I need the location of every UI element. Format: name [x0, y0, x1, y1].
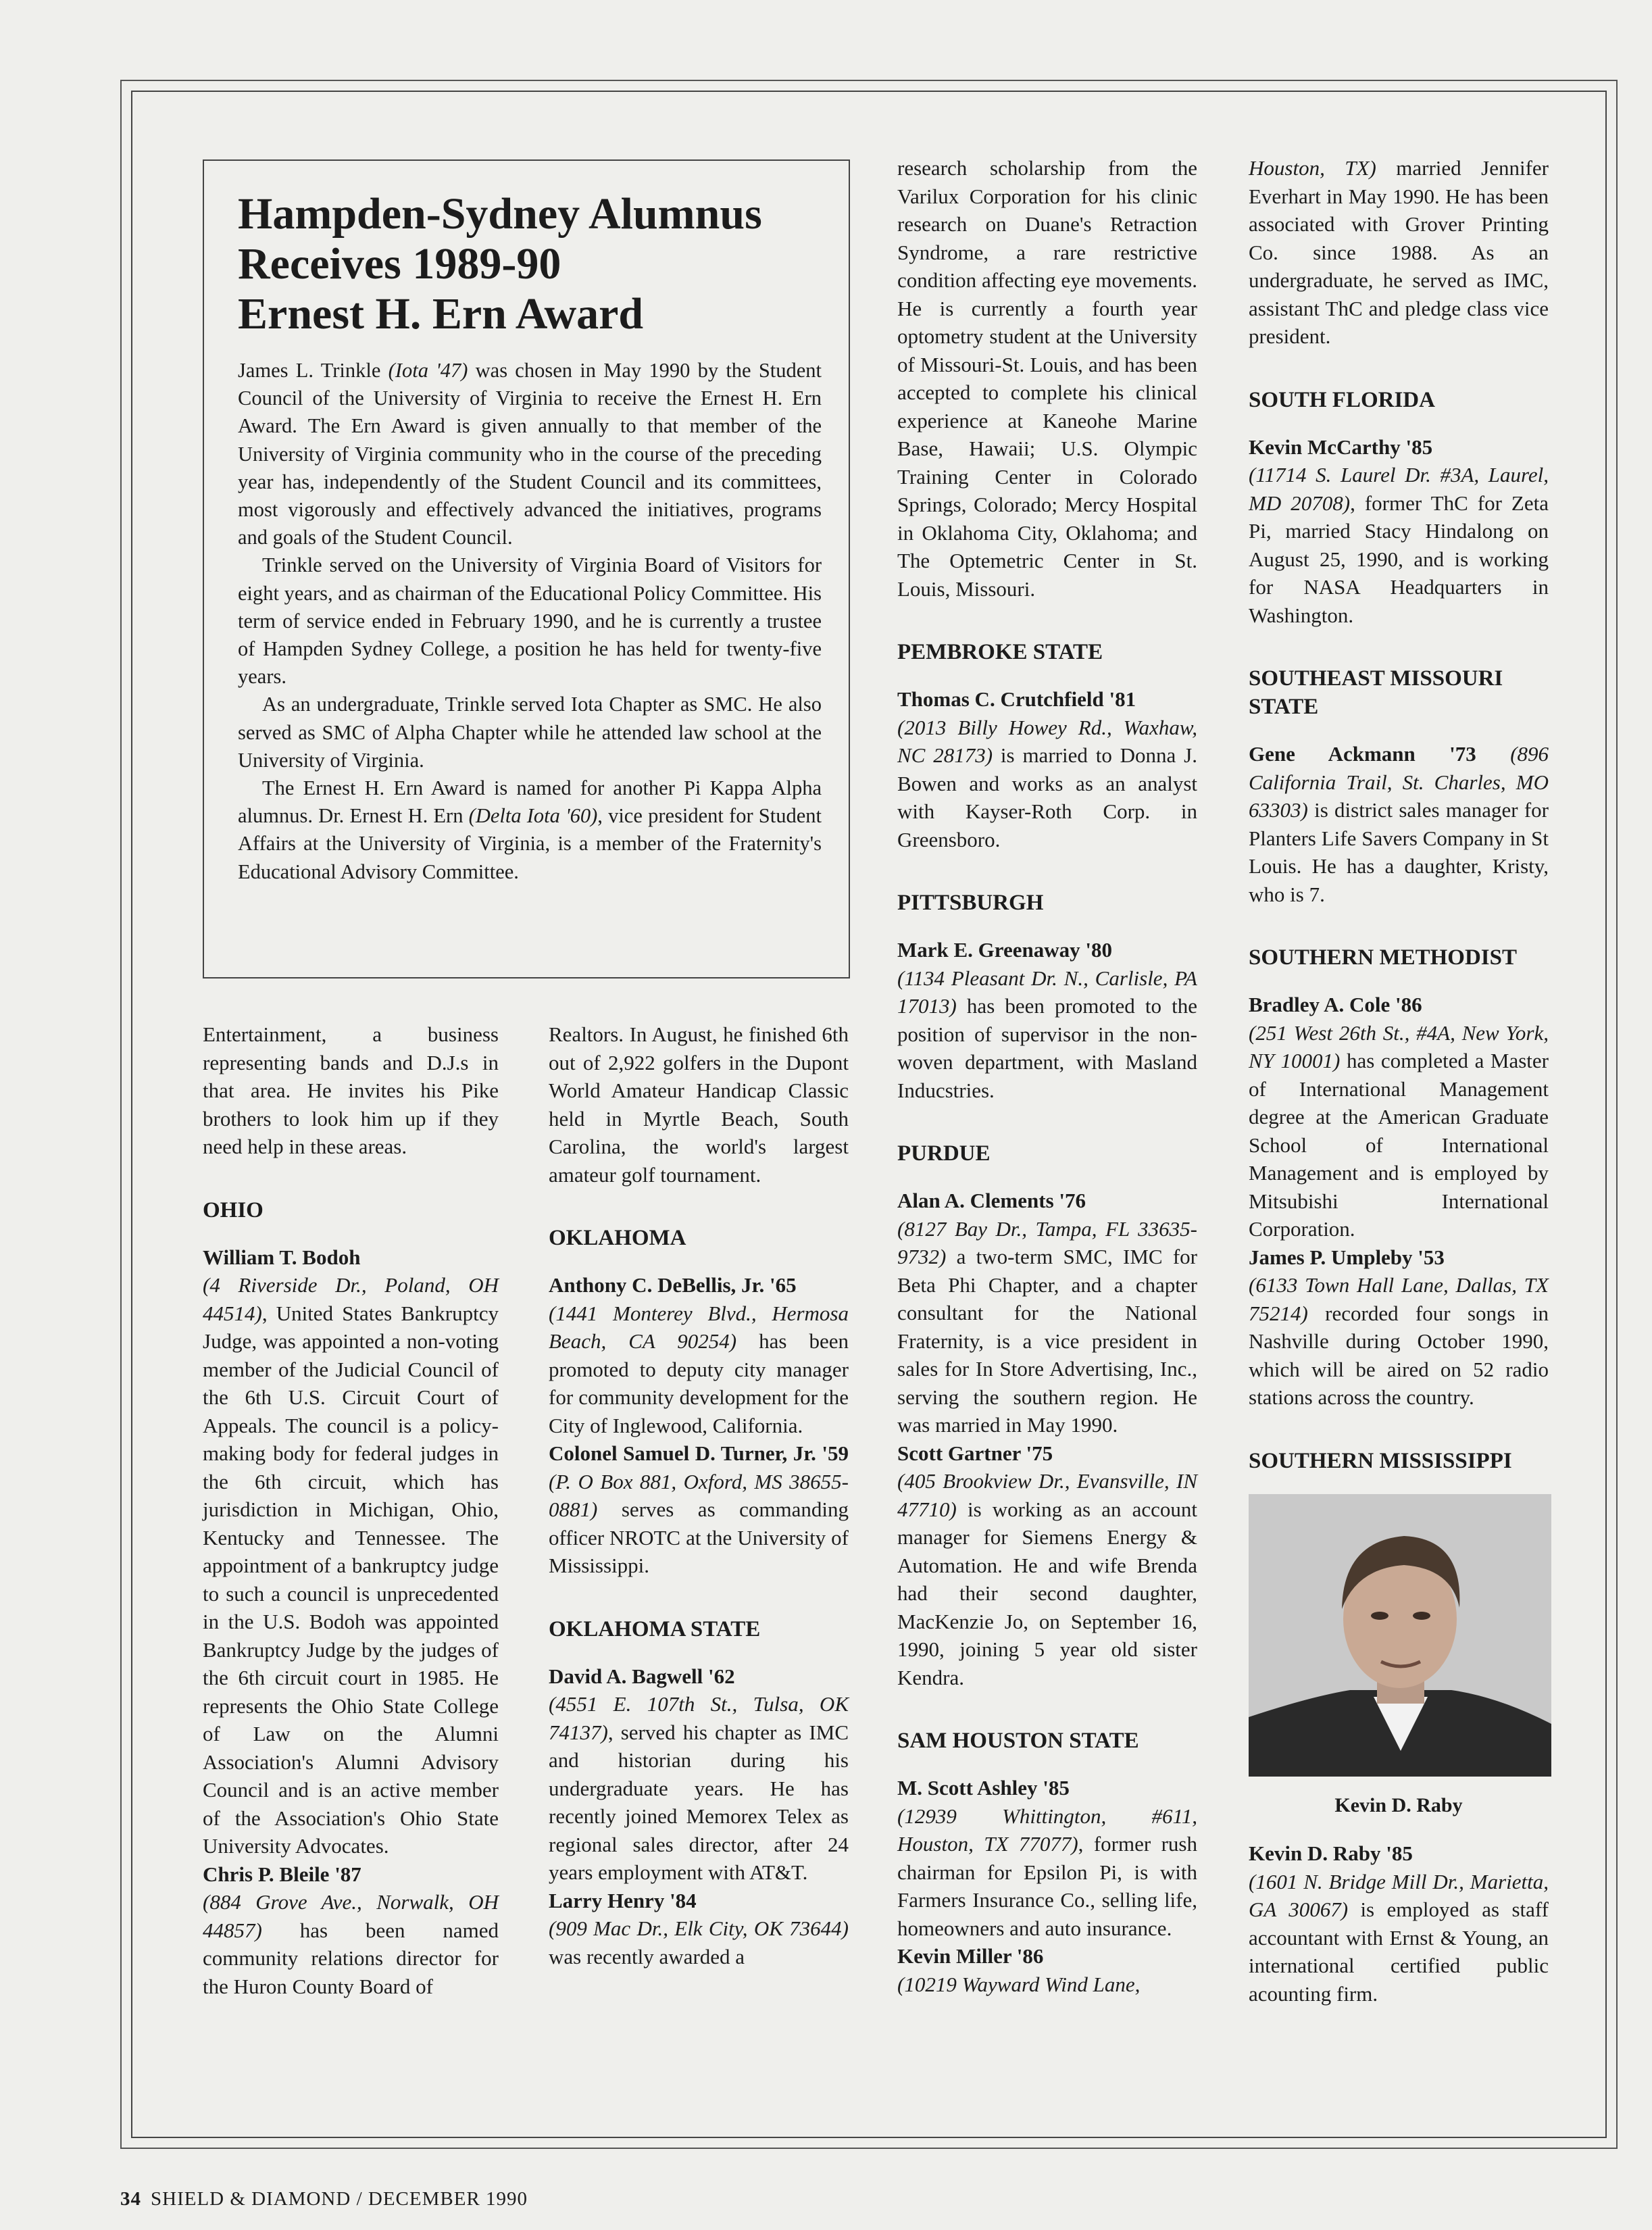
section-heading-oklahoma-state: OKLAHOMA STATE: [549, 1616, 761, 1641]
photo-caption: Kevin D. Raby: [1334, 1793, 1463, 1816]
continued-text: Realtors. In August, he finished 6th out of 2,922 golfers in the Dupont World Amateur Handicap Classic held in Myrtle Beach, South Carolina, the world's largest amateur golf tournament.: [549, 1022, 849, 1187]
feature-paragraph: As an undergraduate, Trinkle served Iota Chapter as SMC. He also served as SMC of Alpha Chapter while he attended law school at the University of Virginia.: [238, 693, 822, 772]
section-heading-ohio: OHIO: [203, 1197, 264, 1222]
alumni-entry: Alan A. Clements '76 (8127 Bay Dr., Tampa, FL 33635-9732) a two-term SMC, IMC for Beta Phi Chapter, and a chapter consultant for the National Fraternity, is a vice president in sales for In Store Advertising, Inc., serving the southern region. He was married in May 1990.: [897, 1189, 1197, 1437]
section-heading-pittsburgh: PITTSBURGH: [897, 891, 1044, 915]
continued-text: Houston, TX) married Jennifer Everhart in May 1990. He has been associated with Grover Printing Co. since 1988. As an undergraduate, he served as IMC, assistant ThC and pledge class vice president.: [1249, 156, 1549, 348]
alumni-entry: Colonel Samuel D. Turner, Jr. '59 (P. O Box 881, Oxford, MS 38655-0881) serves as commanding officer NROTC at the University of Mississippi.: [549, 1441, 849, 1577]
alumni-entry: Mark E. Greenaway '80 (1134 Pleasant Dr. N., Carlisle, PA 17013) has been promoted to the position of supervisor in the non-woven department, with Masland Inducstries.: [897, 938, 1197, 1102]
section-heading-southern-methodist: SOUTHERN METHODIST: [1249, 945, 1517, 970]
portrait-figure: [1249, 1494, 1551, 1777]
page-number: 34: [120, 2188, 141, 2210]
alumni-entry: David A. Bagwell '62 (4551 E. 107th St., Tulsa, OK 74137), served his chapter as IMC and historian during his undergraduate years. He has recently joined Memorex Telex as regional sales director, after 24 years employment with AT&T.: [549, 1664, 849, 1884]
feature-paragraph: The Ernest H. Ern Award is named for another Pi Kappa Alpha alumnus. Dr. Ernest H. Ern (Delta Iota '60), vice president for Student Affairs at the University of Virginia, is a member of the Fraternity's Educational Advisory Committee.: [238, 776, 822, 883]
section-heading-southern-mississippi: SOUTHERN MISSISSIPPI: [1249, 1448, 1512, 1473]
headline-line: Receives 1989-90: [238, 239, 561, 289]
section-heading-pembroke-state: PEMBROKE STATE: [897, 640, 1103, 664]
section-heading-sam-houston-state: SAM HOUSTON STATE: [897, 1729, 1139, 1753]
section-heading-oklahoma: OKLAHOMA: [549, 1226, 686, 1250]
column-1: [203, 1020, 499, 2000]
page-footer: [120, 2188, 528, 2210]
alumni-entry: Kevin D. Raby '85 (1601 N. Bridge Mill Dr., Marietta, GA 30067) is employed as staff accountant with Ernst & Young, an international certified public acounting firm.: [1249, 1841, 1549, 2006]
alumni-entry: James P. Umpleby '53 (6133 Town Hall Lane, Dallas, TX 75214) recorded four songs in Nashville during October 1990, which will be aired on 52 radio stations across the country.: [1249, 1245, 1549, 1409]
alumni-entry: Chris P. Bleile '87 (884 Grove Ave., Norwalk, OH 44857) has been named community relations director for the Huron County Board of: [203, 1862, 499, 1998]
continued-text: research scholarship from the Varilux Corporation for his clinic research on Duane's Retraction Syndrome, a rare restrictive condition affecting eye movements. He is currently a fourth year optometry student at the University of Missouri-St. Louis, and has been accepted to complete his clinical experience at Kaneohe Marine Base, Hawaii; U.S. Olympic Training Center in Colorado Springs, Colorado; Mercy Hospital in Oklahoma City, Oklahoma; and The Optemetric Center in St. Louis, Missouri.: [897, 156, 1197, 601]
section-heading-southeast-missouri-state: SOUTHEAST MISSOURI STATE: [1249, 666, 1503, 719]
column-3: [897, 154, 1197, 1998]
alumni-entry: Scott Gartner '75 (405 Brookview Dr., Evansville, IN 47710) is working as an account manager for Siemens Energy & Automation. He and wife Brenda had their second daughter, MacKenzie Jo, on September 16, 1990, joining 5 year old sister Kendra.: [897, 1441, 1197, 1689]
alumni-entry: Larry Henry '84 (909 Mac Dr., Elk City, OK 73644) was recently awarded a: [549, 1888, 849, 1968]
feature-paragraph: James L. Trinkle (Iota '47) was chosen in May 1990 by the Student Council of the University of Virginia to receive the Ernest H. Ern Award. The Ern Award is given annually to that member of the University of Virginia community who in the course of the preceding year has, independently of the Student Council and its committees, most vigorously and effectively advanced the initiatives, programs and goals of the Student Council.: [238, 359, 822, 549]
alumni-entry: Kevin Miller '86 (10219 Wayward Wind Lane,: [897, 1944, 1141, 1996]
alumni-entry: M. Scott Ashley '85 (12939 Whittington, #611, Houston, TX 77077), former rush chairman for Epsilon Pi, is with Farmers Insurance Co., selling life, homeowners and auto insurance.: [897, 1776, 1197, 1940]
headline-line: Hampden-Sydney Alumnus: [238, 189, 762, 239]
publication-line: SHIELD & DIAMOND / DECEMBER 1990: [151, 2188, 528, 2210]
alumni-entry: Anthony C. DeBellis, Jr. '65 (1441 Monterey Blvd., Hermosa Beach, CA 90254) has been promoted to deputy city manager for community development for the City of Inglewood, California.: [549, 1273, 849, 1437]
column-4: [1249, 154, 1549, 2008]
feature-article-box: [203, 159, 850, 978]
section-heading-purdue: PURDUE: [897, 1141, 991, 1166]
continued-text: Entertainment, a business representing bands and D.J.s in that area. He invites his Pike brothers to look him up if they need help in these areas.: [203, 1022, 499, 1158]
alumni-entry: Bradley A. Cole '86 (251 West 26th St., #4A, New York, NY 10001) has completed a Master of International Management degree at the American Graduate School of International Management and is employed by Mitsubishi International Corporation.: [1249, 993, 1549, 1241]
alumni-entry: William T. Bodoh (4 Riverside Dr., Poland, OH 44514), United States Bankruptcy Judge, was appointed a non-voting member of the Judicial Council of the 6th U.S. Circuit Court of Appeals. The council is a policy-making body for federal judges in the 6th circuit, which has jurisdiction in Michigan, Ohio, Kentucky and Tennessee. The appointment of a bankruptcy judge to such a council is unprecedented in the U.S. Bodoh was appointed Bankruptcy Judge by the judges of the 6th circuit court in 1985. He represents the Ohio State College of Law on the Alumni Association's Alumni Advisory Council and is an active member of the Association's Ohio State University Advocates.: [203, 1245, 499, 1858]
section-heading-south-florida: SOUTH FLORIDA: [1249, 387, 1435, 412]
headline-line: Ernest H. Ern Award: [238, 289, 644, 339]
portrait-photo: [1249, 1494, 1551, 1777]
feature-headline: [238, 189, 822, 339]
feature-paragraph: Trinkle served on the University of Virginia Board of Visitors for eight years, and as chairman of the Educational Policy Committee. His term of service ended in February 1990, and he is currently a trustee of Hampden Sydney College, a position he has held for twenty-five years.: [238, 553, 822, 689]
alumni-entry: Kevin McCarthy '85 (11714 S. Laurel Dr. #3A, Laurel, MD 20708), former ThC for Zeta Pi, married Stacy Hindalong on August 25, 1990, and is working for NASA Headquarters in Washington.: [1249, 435, 1549, 627]
alumni-entry: Gene Ackmann '73 (896 California Trail, St. Charles, MO 63303) is district sales manager for Planters Life Savers Company in St Louis. He has a daughter, Kristy, who is 7.: [1249, 742, 1549, 906]
column-2: [549, 1020, 849, 1971]
alumni-entry: Thomas C. Crutchfield '81 (2013 Billy Howey Rd., Waxhaw, NC 28173) is married to Donna J. Bowen and works as an analyst with Kayser-Roth Corp. in Greensboro.: [897, 687, 1197, 851]
